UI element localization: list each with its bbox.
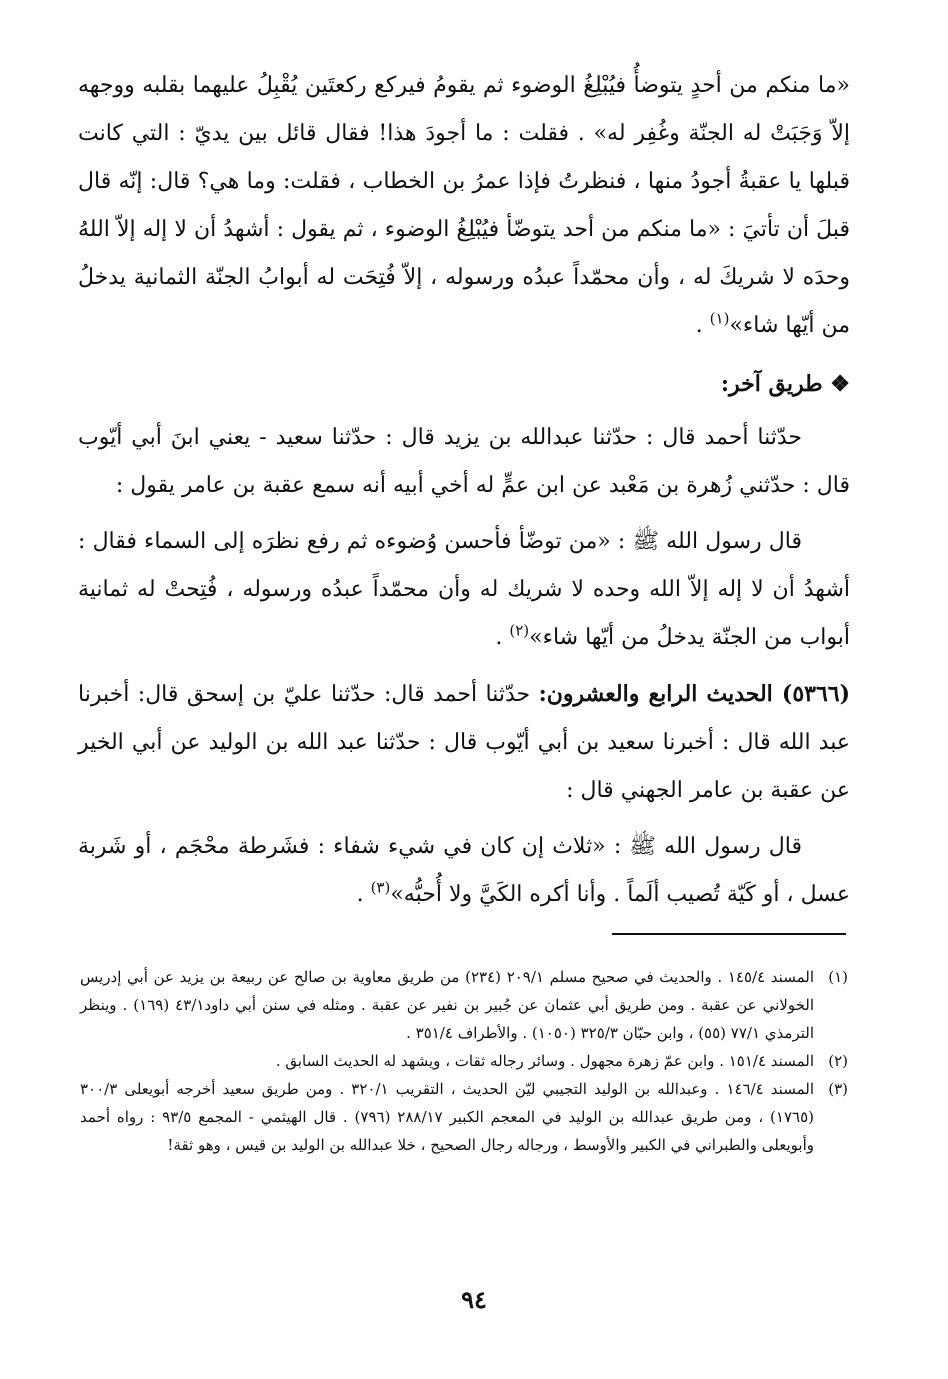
- hadith-title: (٥٣٦٦) الحديث الرابع والعشرون:: [538, 681, 850, 707]
- paragraph-1-text: «ما منكم من أحدٍ يتوضأُ فيُبْلِغُ الوضوء ثم يقومُ فيركع ركعتَين يُقْبِلُ عليهما بقلبه ووجهه إلاّ وَجَبَتْ له الجنّة وغُفِر له» . فقلت : ما أجودَ هذا! فقال قائل بين يديّ : التي كانت قبلها يا عقبةُ أجودُ منها ، فنظرتُ فإذا عمرُ بن الخطاب ، فقلت: وما هي؟ قال: إنّه قال قبلَ أن تأتيَ : «ما منكم من أحد يتوضّأ فيُبْلِغُ الوضوء ، ثم يقول : أشهدُ أن لا إله إلاّ اللهُ وحدَه لا شريكَ له ، وأن محمّداً عبدُه ورسوله ، إلاّ فُتِحَت له أبوابُ الجنّة الثمانية يدخلُ من أيّها شاء»: [78, 73, 850, 338]
- main-text: [78, 62, 850, 919]
- footnote-text: المسند ١٤٦/٤ . وعبدالله بن الوليد التجيبي ليّن الحديث ، التقريب ٣٢٠/١ . ومن طريق سعيد أخرجه أبويعلى ٣٠٠/٣ (١٧٦٥) ، ومن طريق عبدالله بن الوليد في المعجم الكبير ٢٨٨/١٧ (٧٩٦) . قال الهيثمي - المجمع ٩٣/٥ : رواه أحمد وأبويعلى والطبراني في الكبير والأوسط ، ورجاله رجال الصحيح ، خلا عبدالله بن الوليد بن قيس ، وهو ثقة!: [80, 1080, 814, 1154]
- footnote-text: المسند ١٥١/٤ . وابن عمّ زهرة مجهول . وسائر رجاله ثقات ، ويشهد له الحديث السابق .: [275, 1052, 814, 1070]
- footnote-3: [80, 1075, 848, 1159]
- footnote-ref-3: (٣): [370, 878, 391, 897]
- paragraph-1-end: .: [695, 313, 710, 338]
- paragraph-2: حدّثنا أحمد قال : حدّثنا عبدالله بن يزيد قال : حدّثنا سعيد - يعني ابنَ أبي أيّوب قال : حدّثني زُهرة بن مَعْبد عن ابن عمٍّ له أخي أبيه أنه سمع عقبة بن عامر يقول :: [78, 425, 850, 498]
- page-body: [78, 62, 850, 919]
- paragraph-5: [78, 823, 850, 919]
- footnote-1: [80, 963, 848, 1047]
- paragraph-3-end: .: [495, 625, 510, 650]
- footnote-number: (١): [828, 968, 848, 986]
- paragraph-4-text: حدّثنا أحمد قال: حدّثنا عليّ بن إسحق قال: أخبرنا عبد الله قال : أخبرنا سعيد بن أبي أيّوب قال : حدّثنا عبد الله بن الوليد عن أبي الخير عن عقبة بن عامر الجهني قال :: [78, 682, 850, 803]
- footnote-ref-2: (٢): [509, 621, 530, 640]
- footnotes: [80, 963, 848, 1159]
- footnote-2: [80, 1047, 848, 1075]
- page-number: ٩٤: [461, 1285, 487, 1314]
- footnote-divider: [612, 933, 846, 935]
- paragraph-5-end: .: [356, 882, 371, 907]
- paragraph-1: [78, 62, 850, 350]
- footnote-ref-1: (١): [709, 309, 730, 328]
- footnote-number: (٢): [828, 1052, 848, 1070]
- paragraph-5-text: قال رسول الله ﷺ : «ثلاث إن كان في شيء شفاء : فشَرطة محْجَم ، أو شَربة عسل ، أو كَيّة تُصيب ألَماً . وأنا أكره الكَيَّ ولا أُحبُّه»: [78, 834, 850, 907]
- footnote-text: المسند ١٤٥/٤ . والحديث في صحيح مسلم ٢٠٩/١ (٢٣٤) من طريق معاوية بن صالح عن ربيعة بن يزيد عن أبي إدريس الخولاني عن عقبة . ومن طريق أبي عثمان عن جُبير بن نفير عن عقبة . ومثله في سنن أبي داود٤٣/١ (١٦٩) . وينظر الترمذي ٧٧/١ (٥٥) ، وابن حبّان ٣٢٥/٣ (١٠٥٠) . والأطراف ٣٥١/٤ .: [80, 968, 815, 1042]
- paragraph-3: [78, 518, 850, 662]
- paragraph-4: [78, 670, 850, 815]
- paragraph-3-text: قال رسول الله ﷺ : «من توضّأ فأحسن وُضوءه ثم رفع نظرَه إلى السماء فقال : أشهدُ أن لا إله إلاّ الله وحده لا شريك له وأن محمّداً عبدُه ورسوله ، فُتِحتْ له ثمانية أبواب من الجنّة يدخلُ من أيّها شاء»: [78, 529, 850, 650]
- footnote-number: (٣): [828, 1080, 848, 1098]
- section-heading: ❖ طريق آخر:: [720, 371, 850, 397]
